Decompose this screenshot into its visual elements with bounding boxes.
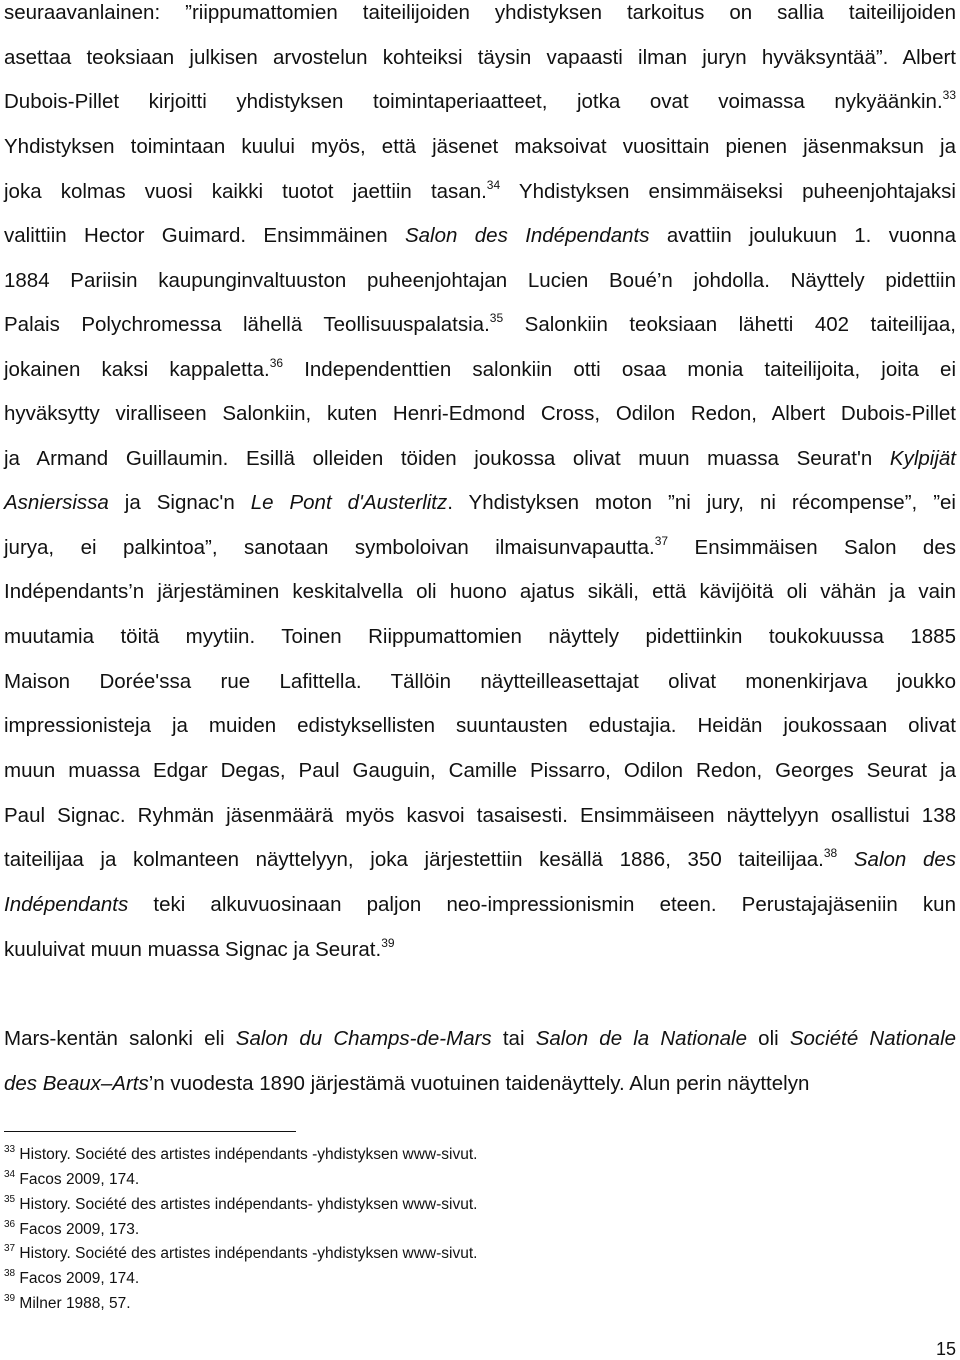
text-run: Yhdistyksen toimintaan kuului myös, että jäsenet maksoivat vuosittain pienen jäsenmaksun ja [4, 135, 956, 158]
text-run: Indépendants’n järjestäminen keskitalvella oli huono ajatus sikäli, että kävijöitä oli vähän ja vain [4, 580, 956, 603]
text-line [4, 0, 956, 26]
text-line [4, 223, 956, 249]
italic-title: Salon des Indépendants [404, 224, 650, 247]
footnote-number: 37 [4, 1243, 16, 1254]
text-run: Yhdistyksen ensimmäiseksi puheenjohtajaksi [500, 180, 956, 203]
text-line [4, 446, 956, 472]
text-run: Maison Dorée'ssa rue Lafittella. Tällöin näytteilleasettajat olivat monenkirjava joukko [4, 670, 956, 693]
footnote-ref: 36 [269, 356, 284, 370]
text-run: jokainen kaksi kappaletta. [4, 358, 270, 381]
footnote-text: Milner 1988, 57. [15, 1295, 131, 1312]
text-line [4, 490, 956, 516]
text-line [4, 1026, 956, 1052]
footnote [4, 1220, 139, 1240]
text-run: ja Signac'n [108, 491, 251, 514]
text-line [4, 312, 956, 338]
text-run: Paul Signac. Ryhmän jäsenmäärä myös kasvoi tasaisesti. Ensimmäiseen näyttelyyn osallistui 138 [4, 804, 956, 827]
italic-title: Société Nationale [789, 1027, 957, 1050]
footnote [4, 1269, 139, 1289]
text-line [4, 713, 956, 739]
text-run: ja Armand Guillaumin. Esillä olleiden töiden joukossa olivat muun muassa Seurat'n [4, 447, 890, 470]
text-run: 1884 Pariisin kaupunginvaltuuston puheenjohtajan Lucien Boué’n johdolla. Näyttely pidettiin [4, 269, 956, 292]
footnote-ref: 33 [942, 88, 956, 102]
text-run: hyväksytty viralliseen Salonkiin, kuten Henri-Edmond Cross, Odilon Redon, Albert Dubois-Pillet [4, 402, 956, 425]
text-run: Independenttien salonkiin otti osaa monia taiteilijoita, joita ei [283, 358, 957, 381]
text-run: Ensimmäisen Salon des [668, 536, 956, 559]
footnote [4, 1244, 477, 1264]
text-line [4, 579, 956, 605]
footnote-text: History. Société des artistes indépendants- yhdistyksen www-sivut. [15, 1196, 478, 1213]
text-line [4, 892, 956, 918]
italic-title: Indépendants [4, 893, 129, 916]
text-run: joka kolmas vuosi kaikki tuotot jaettiin tasan. [4, 180, 487, 203]
footnote-ref: 34 [486, 178, 501, 192]
text-run: Palais Polychromessa lähellä Teollisuuspalatsia. [4, 313, 490, 336]
footnote-number: 35 [4, 1194, 16, 1205]
footnote-ref: 35 [489, 311, 504, 325]
text-run: Mars-kentän salonki eli [4, 1027, 236, 1050]
text-run: ’n vuodesta 1890 järjestämä vuotuinen taidenäyttely. Alun perin näyttelyn [148, 1072, 810, 1095]
text-line [4, 268, 956, 294]
footnote-text: Facos 2009, 173. [15, 1221, 140, 1238]
footnote-number: 36 [4, 1219, 16, 1230]
text-line [4, 803, 956, 829]
italic-title: Kylpijät [889, 447, 956, 470]
text-line [4, 937, 956, 963]
footnote-ref: 38 [823, 846, 838, 860]
text-run: muun muassa Edgar Degas, Paul Gauguin, Camille Pissarro, Odilon Redon, Georges Seurat ja [4, 759, 956, 782]
footnote-text: Facos 2009, 174. [15, 1171, 140, 1188]
text-line [4, 669, 956, 695]
text-run: Salonkiin teoksiaan lähetti 402 taiteilijaa, [503, 313, 957, 336]
text-run: impressionisteja ja muiden edistyksellisten suuntausten edustajia. Heidän joukossaan olivat [4, 714, 956, 737]
text-run: Dubois-Pillet kirjoitti yhdistyksen toimintaperiaatteet, jotka ovat voimassa nykyäänkin. [4, 90, 943, 113]
text-run: avattiin joulukuun 1. vuonna [649, 224, 956, 247]
text-run: teki alkuvuosinaan paljon neo-impressionismin eteen. Perustajajäseniin kun [128, 893, 956, 916]
text-run: valittiin Hector Guimard. Ensimmäinen [4, 224, 405, 247]
text-line [4, 758, 956, 784]
footnote-text: Facos 2009, 174. [15, 1270, 140, 1287]
footnote-number: 34 [4, 1169, 16, 1180]
text-run [837, 848, 854, 871]
text-line [4, 134, 956, 160]
footnote-number: 38 [4, 1268, 16, 1279]
footnote-separator [4, 1131, 296, 1132]
footnote [4, 1145, 477, 1165]
footnote-number: 33 [4, 1144, 16, 1155]
text-line [4, 45, 956, 71]
italic-title: Salon des [853, 848, 957, 871]
footnote-ref: 37 [654, 534, 669, 548]
text-run: . Yhdistyksen moton ”ni jury, ni récompense”, ”ei [447, 491, 956, 514]
text-line [4, 624, 956, 650]
footnote [4, 1294, 131, 1314]
text-line [4, 179, 956, 205]
italic-title: Asniersissa [4, 491, 109, 514]
text-run: taiteilijaa ja kolmanteen näyttelyyn, joka järjestettiin kesällä 1886, 350 taiteilijaa. [4, 848, 824, 871]
text-line [4, 89, 956, 115]
text-run: kuuluivat muun muassa Signac ja Seurat. [4, 938, 382, 961]
footnote-text: History. Société des artistes indépendants -yhdistyksen www-sivut. [15, 1146, 478, 1163]
text-run: seuraavanlainen: ”riippumattomien taiteilijoiden yhdistyksen tarkoitus on sallia taiteilijoiden [4, 1, 956, 24]
text-line [4, 1071, 956, 1097]
italic-title: Salon de la Nationale [535, 1027, 747, 1050]
text-run: jurya, ei palkintoa”, sanotaan symboloivan ilmaisunvapautta. [4, 536, 655, 559]
footnote-ref: 39 [381, 936, 395, 950]
footnote-number: 39 [4, 1293, 16, 1304]
italic-title: des Beaux–Arts [4, 1072, 149, 1095]
footnote-text: History. Société des artistes indépendants -yhdistyksen www-sivut. [15, 1245, 478, 1262]
footnote [4, 1195, 477, 1215]
footnote [4, 1170, 139, 1190]
text-run: tai [491, 1027, 536, 1050]
text-line [4, 535, 956, 561]
italic-title: Le Pont d'Austerlitz [250, 491, 448, 514]
text-run: muutamia töitä myytiin. Toinen Riippumattomien näyttely pidettiinkin toukokuussa 1885 [4, 625, 956, 648]
page-number: 15 [935, 1339, 956, 1359]
text-line [4, 357, 956, 383]
text-line [4, 401, 956, 427]
text-run: oli [747, 1027, 790, 1050]
italic-title: Salon du Champs-de-Mars [235, 1027, 492, 1050]
text-line [4, 847, 956, 873]
text-run: asettaa teoksiaan julkisen arvostelun kohteiksi täysin vapaasti ilman juryn hyväksyntää”. Albert [4, 46, 956, 69]
